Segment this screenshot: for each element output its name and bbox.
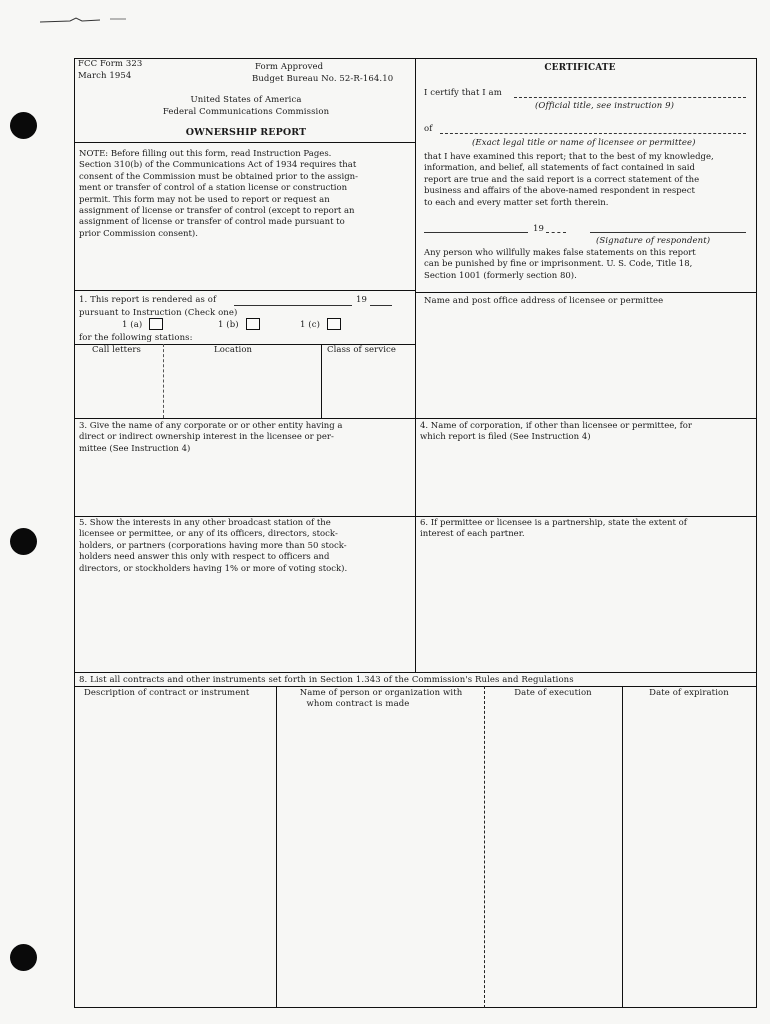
penalty-text: Any person who willfully makes false statements on this report can be punished by fine or imprisonment. U. S. Code, Title 18, Section 1001 (formerly section 80). <box>424 248 696 281</box>
date-field[interactable] <box>424 232 528 233</box>
col-call-letters: Call letters <box>92 345 141 355</box>
item5-text: 5. Show the interests in any other broadcast station of the licensee or permittee, or any of its officers, directors, stock- holders, or partners (corporations having more than 50 stock- holders need answer this only with respect to officers and directors, or stockholders having 1% or more of voting stock). <box>79 518 348 574</box>
item1-stations-label: for the following stations: <box>79 333 193 343</box>
official-title-hint: (Official title, see instruction 9) <box>535 101 675 111</box>
item1-date-field[interactable] <box>234 305 352 306</box>
year-field[interactable] <box>546 232 566 233</box>
col-class-of-service: Class of service <box>327 345 397 355</box>
item2-label: Name and post office address of licensee or permittee <box>424 296 664 306</box>
item5-answer-area[interactable] <box>76 578 413 670</box>
option-1c-label: 1 (c) <box>300 320 321 330</box>
item1-instruction: pursuant to Instruction (Check one) <box>79 308 238 318</box>
form-date: March 1954 <box>78 71 132 81</box>
form-title: OWNERSHIP REPORT <box>185 127 307 138</box>
title-rule <box>74 142 415 143</box>
col-date-execution: Date of execution <box>514 688 592 698</box>
col-contract-description: Description of contract or instrument <box>84 688 250 698</box>
stations-table-area[interactable] <box>76 357 413 417</box>
item6-answer-area[interactable] <box>418 544 754 670</box>
divider-row4 <box>74 672 757 673</box>
item1-date-label: 1. This report is rendered as of <box>79 295 217 305</box>
binder-hole-middle <box>10 528 37 555</box>
official-title-field[interactable] <box>514 97 746 98</box>
exact-name-hint: (Exact legal title or name of licensee or permittee) <box>472 138 696 148</box>
of-label: of <box>424 124 433 134</box>
item6-text: 6. If permittee or licensee is a partnership, state the extent of interest of each partner. <box>420 518 687 540</box>
form-approved: Form Approved <box>255 62 324 72</box>
divider-item8-header <box>74 686 757 687</box>
col-contract-party-2: whom contract is made <box>306 699 410 709</box>
binder-hole-bottom <box>10 944 37 971</box>
form-id: FCC Form 323 <box>78 59 143 69</box>
center-divider-top <box>415 58 416 672</box>
option-1b-checkbox[interactable] <box>246 318 260 330</box>
item1-year: 19 <box>356 295 368 305</box>
pen-mark <box>40 16 128 24</box>
divider-row2 <box>74 418 757 419</box>
item3-text: 3. Give the name of any corporate or or other entity having a direct or indirect ownership interest in the licensee or per- mittee (See Instruction 4) <box>79 421 343 454</box>
item8-title: 8. List all contracts and other instruments set forth in Section 1.343 of the Commission's Rules and Regulations <box>79 675 574 685</box>
note-text: NOTE: Before filling out this form, read Instruction Pages. Section 310(b) of the Communications Act of 1934 requires that consent of the Commission must be obtained prior to the assign- ment or transfer of control of a station license or construction permit. This form may not be used to report or request an assignment of license or transfer of control (except to report an assignment of license or transfer of control made pursuant to prior Commission consent). <box>79 149 358 239</box>
item4-answer-area[interactable] <box>418 446 754 514</box>
signature-hint: (Signature of respondent) <box>596 236 711 246</box>
item1-year-field[interactable] <box>370 305 392 306</box>
certificate-title: CERTIFICATE <box>544 63 616 73</box>
binder-hole-top <box>10 112 37 139</box>
col-location: Location <box>214 345 253 355</box>
year-prefix: 19 <box>533 224 545 234</box>
licensee-name-field[interactable] <box>440 133 746 134</box>
budget-number: Budget Bureau No. 52-R-164.10 <box>252 74 394 84</box>
divider-header <box>415 292 757 293</box>
certify-label: I certify that I am <box>424 88 502 98</box>
col-contract-party-1: Name of person or organization with <box>299 688 463 698</box>
option-1a-checkbox[interactable] <box>149 318 163 330</box>
gov-line-2: Federal Communications Commission <box>162 107 330 117</box>
option-1b-label: 1 (b) <box>218 320 239 330</box>
col-date-expiration: Date of expiration <box>649 688 729 698</box>
contracts-table-area[interactable] <box>76 712 754 1006</box>
certificate-body: that I have examined this report; that to the best of my knowledge, information, and belief, all statements of fact contained in said report are true and the said report is a correct statement of the business and affairs of the above-named respondent in respect to each and every matter set forth therein. <box>424 152 714 208</box>
licensee-address-area[interactable] <box>418 308 754 416</box>
gov-line-1: United States of America <box>190 95 302 105</box>
signature-field[interactable] <box>590 232 746 233</box>
item3-answer-area[interactable] <box>76 458 413 514</box>
option-1c-checkbox[interactable] <box>327 318 341 330</box>
item4-text: 4. Name of corporation, if other than licensee or permittee, for which report is filed (See Instruction 4) <box>420 421 692 443</box>
option-1a-label: 1 (a) <box>122 320 143 330</box>
divider-row3 <box>74 516 757 517</box>
divider-header-left <box>74 290 415 291</box>
